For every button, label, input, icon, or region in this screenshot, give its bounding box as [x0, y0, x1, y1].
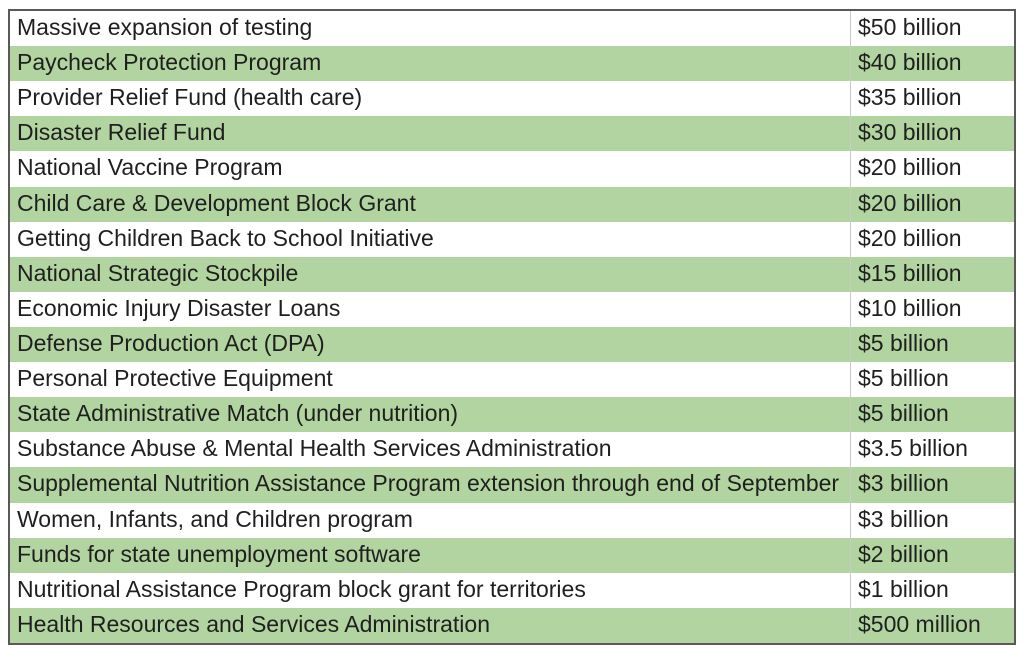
program-cell: Economic Injury Disaster Loans [17, 294, 341, 321]
amount-cell: $2 billion [850, 538, 1014, 573]
amount-cell: $3.5 billion [850, 432, 1014, 467]
program-cell: Personal Protective Equipment [17, 365, 333, 392]
amount-cell: $20 billion [850, 187, 1014, 222]
table-row [10, 11, 1014, 46]
amount-cell: $3 billion [850, 467, 1014, 502]
table-row [10, 222, 1014, 257]
program-cell: National Vaccine Program [17, 154, 283, 181]
amount-cell: $50 billion [850, 11, 1014, 46]
table-row [10, 608, 1014, 643]
program-cell: Substance Abuse & Mental Health Services Administration [17, 435, 612, 462]
table-row [10, 503, 1014, 538]
table-row [10, 573, 1014, 608]
program-cell: Health Resources and Services Administration [17, 610, 491, 637]
table-row [10, 538, 1014, 573]
table-row [10, 432, 1014, 467]
program-cell: Getting Children Back to School Initiative [17, 224, 434, 251]
program-cell: National Strategic Stockpile [17, 259, 299, 286]
budget-table [8, 9, 1016, 645]
amount-cell: $15 billion [850, 257, 1014, 292]
program-cell: Funds for state unemployment software [17, 540, 421, 567]
amount-cell: $20 billion [850, 151, 1014, 186]
program-cell: Paycheck Protection Program [17, 49, 322, 76]
table-row [10, 362, 1014, 397]
program-cell: Supplemental Nutrition Assistance Program extension through end of September [17, 470, 840, 497]
amount-cell: $5 billion [850, 362, 1014, 397]
amount-cell: $3 billion [850, 503, 1014, 538]
table-row [10, 81, 1014, 116]
table-row [10, 187, 1014, 222]
amount-cell: $500 million [850, 608, 1014, 643]
table-row [10, 151, 1014, 186]
program-cell: Nutritional Assistance Program block grant for territories [17, 575, 586, 602]
table-row [10, 327, 1014, 362]
program-cell: Women, Infants, and Children program [17, 505, 413, 532]
table-row [10, 257, 1014, 292]
amount-cell: $1 billion [850, 573, 1014, 608]
table-row [10, 46, 1014, 81]
amount-cell: $40 billion [850, 46, 1014, 81]
table-row [10, 467, 1014, 502]
amount-cell: $35 billion [850, 81, 1014, 116]
program-cell: Massive expansion of testing [17, 14, 313, 41]
amount-cell: $20 billion [850, 222, 1014, 257]
table-row [10, 116, 1014, 151]
amount-cell: $5 billion [850, 397, 1014, 432]
table-row [10, 292, 1014, 327]
program-cell: Child Care & Development Block Grant [17, 189, 416, 216]
amount-cell: $30 billion [850, 116, 1014, 151]
program-cell: Provider Relief Fund (health care) [17, 84, 363, 111]
amount-cell: $10 billion [850, 292, 1014, 327]
program-cell: Disaster Relief Fund [17, 119, 226, 146]
amount-cell: $5 billion [850, 327, 1014, 362]
program-cell: Defense Production Act (DPA) [17, 330, 325, 357]
program-cell: State Administrative Match (under nutrition) [17, 400, 459, 427]
table-row [10, 397, 1014, 432]
